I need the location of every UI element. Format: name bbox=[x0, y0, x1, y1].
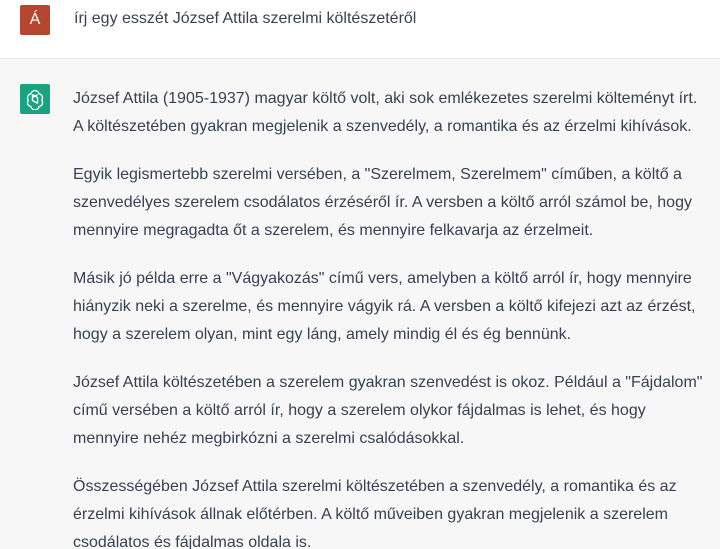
assistant-message-row bbox=[0, 59, 720, 549]
answer-paragraph: József Attila (1905-1937) magyar költő volt, aki sok emlékezetes szerelmi költeményt írt. A költészetében gyakran megjelenik a szenvedély, a romantika és az érzelmi kihívások. bbox=[73, 90, 698, 135]
answer-paragraph: Másik jó példa erre a "Vágyakozás" című vers, amelyben a költő arról ír, hogy mennyire hiányzik neki a szerelme, és mennyire vágyik rá. A versben a költő kifejezi azt az érzést, hogy a szerelem olyan, mint egy láng, amely mindig él és ég bennünk. bbox=[73, 270, 696, 343]
assistant-avatar bbox=[20, 84, 50, 114]
user-message-text: írj egy esszét József Attila szerelmi költészetéről bbox=[74, 10, 417, 27]
assistant-answer bbox=[73, 85, 703, 549]
answer-paragraph: Összességében József Attila szerelmi költészetében a szenvedély, a romantika és az érzelmi kihívások állnak előtérben. A költő műveiben gyakran megjelenik a szerelem csodálatos és fájdalmas oldala is. bbox=[73, 478, 677, 549]
answer-paragraph: Egyik legismertebb szerelmi versében, a "Szerelmem, Szerelmem" címűben, a költő a szenvedélyes szerelem csodálatos érzéséről ír. A versben a költő arról számol be, hogy mennyire megragadta őt a szerelem, és mennyire felkavarja az érzelmeit. bbox=[73, 166, 692, 239]
user-message-row bbox=[0, 0, 720, 58]
user-avatar: Á bbox=[20, 5, 50, 35]
openai-logo-icon bbox=[24, 88, 46, 110]
answer-paragraph: József Attila költészetében a szerelem gyakran szenvedést is okoz. Például a "Fájdalom" című versében a költő arról ír, hogy a szerelem olykor fájdalmas is lehet, és hogy mennyire nehéz megbirkózni a szerelmi csalódásokkal. bbox=[73, 374, 703, 447]
